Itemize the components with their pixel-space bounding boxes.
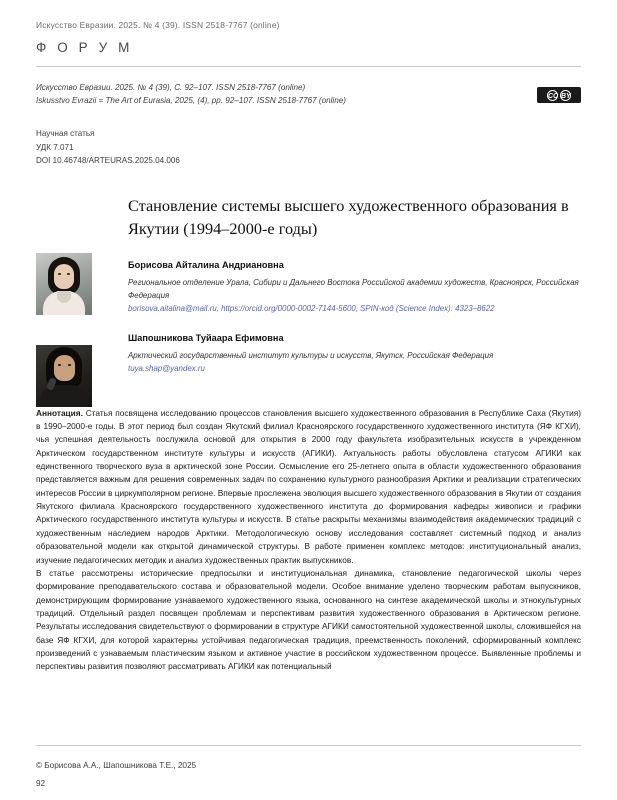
- citation-line-ru: Искусство Евразии. 2025. № 4 (39), С. 92–107. ISSN 2518-7767 (online): [36, 83, 306, 92]
- author-affiliation: Арктический государственный институт культуры и искусств, Якутск, Российская Федерация: [128, 350, 494, 360]
- author-affiliation: Региональное отделение Урала, Сибири и Дальнего Востока Российской академии художеств, Красноярск, Российская Федерация: [128, 278, 579, 300]
- creative-commons-icon: [537, 87, 581, 103]
- page-title: Становление системы высшего художественного образования в Якутии (1994–2000-е годы): [128, 196, 569, 239]
- author-portrait-shaposhnikova: [36, 345, 92, 407]
- running-head: Искусство Евразии. 2025. № 4 (39). ISSN 2518-7767 (online): [36, 20, 280, 30]
- abstract-text-1: Статья посвящена исследованию процессов становления высшего художественного образования в Республике Саха (Якутия) в 1990–2000-е годы. В этот период был создан Якутский филиал Красноярского государственного художественного института (ЯФ КГХИ), чья успешная деятельность послужила основой для открытия в 2000 году факультета изобразительных искусств в учрежденном Арктическом государственном институте культуры и искусств (АГИКИ). Актуальность работы обусловлена статусом АГИКИ как единственного творческого вуза в арктической зоне России. Осмысление его 25-летнего опыта в области художественного образования представляется важным для решения современных задач по сохранению культурного разнообразия Арктики и реализации стратегических интересов России в циркумполярном регионе. Впервые прослежена эволюция высшего художественного образования в Якутии от создания Якутского филиала Красноярского государственного художественного института до формирования кафедры живописи и графики Арктического государственного института культуры и искусств. В статье раскрыты механизмы взаимодействия академических традиций с художественным наследием народов Арктики. Методологическую основу исследования составляет системный подход и анализ образовательной модели как открытой динамической структуры. В работе применен комплекс методов: институциональный анализ, изучение педагогических методик и анализ художественных практик выпускников.: [36, 407, 581, 565]
- page-number: 92: [36, 779, 46, 788]
- author-name: Борисова Айталина Андриановна: [128, 260, 284, 271]
- citation-block: [36, 81, 581, 107]
- author-portrait-borisova: [36, 253, 92, 315]
- cc-mark-icon: CC: [547, 90, 558, 101]
- abstract-label: Аннотация.: [36, 407, 83, 418]
- cc-by-mark-icon: BY: [560, 90, 571, 101]
- author-name: Шапошникова Туйаара Ефимовна: [128, 332, 284, 343]
- article-type: Научная статья: [36, 129, 95, 139]
- author-contact[interactable]: tuya.shap@yandex.ru: [128, 364, 205, 374]
- author-contact[interactable]: borisova.aitalina@mail.ru, https://orcid.org/0000-0002-7144-5600, SPIN-код (Science Index): 4323–8622: [128, 304, 495, 314]
- copyright-notice: © Борисова А.А., Шапошникова Т.Е., 2025: [36, 761, 197, 770]
- footer-divider: [36, 745, 581, 746]
- header-divider: [36, 66, 581, 67]
- citation-line-en: Iskusstvo Evrazii = The Art of Eurasia, 2025, (4), pp. 92–107. ISSN 2518-7767 (online): [36, 96, 346, 106]
- abstract-paragraph-2: В статье рассмотрены исторические предпосылки и институциональная динамика, становление педагогической школы через формирование преподавательского состава и образовательной модели. Особое внимание уделено творческим работам выпускников, демонстрирующим формирование узнаваемого художественного языка, основанного на синтезе академической школы и этнокультурных традиций. Отдельный раздел посвящен проблемам и перспективам развития художественного образования в Арктическом регионе. Результаты исследования свидетельствуют о формировании в структуре АГИКИ самостоятельной художественной школы, сложившейся на базе ЯФ КГХИ, для которой характерны устойчивая педагогическая традиция, преемственность поколений, сформированный комплекс произведений с узнаваемым пластическим языком и активное участие в российском художественном процессе. Выявленные проблемы и перспективы развития позволяют рассматривать АГИКИ как потенциальный: [36, 567, 581, 672]
- section-title: Ф О Р У М: [36, 40, 133, 55]
- udk-code: УДК 7.071: [36, 142, 74, 152]
- abstract-paragraph-1: [36, 407, 581, 567]
- author-entry-2: [128, 333, 581, 385]
- article-meta: [36, 127, 581, 168]
- abstract-section: [36, 407, 581, 674]
- doi-code: DOI 10.46748/ARTEURAS.2025.04.006: [36, 156, 180, 166]
- author-entry-1: [128, 260, 581, 315]
